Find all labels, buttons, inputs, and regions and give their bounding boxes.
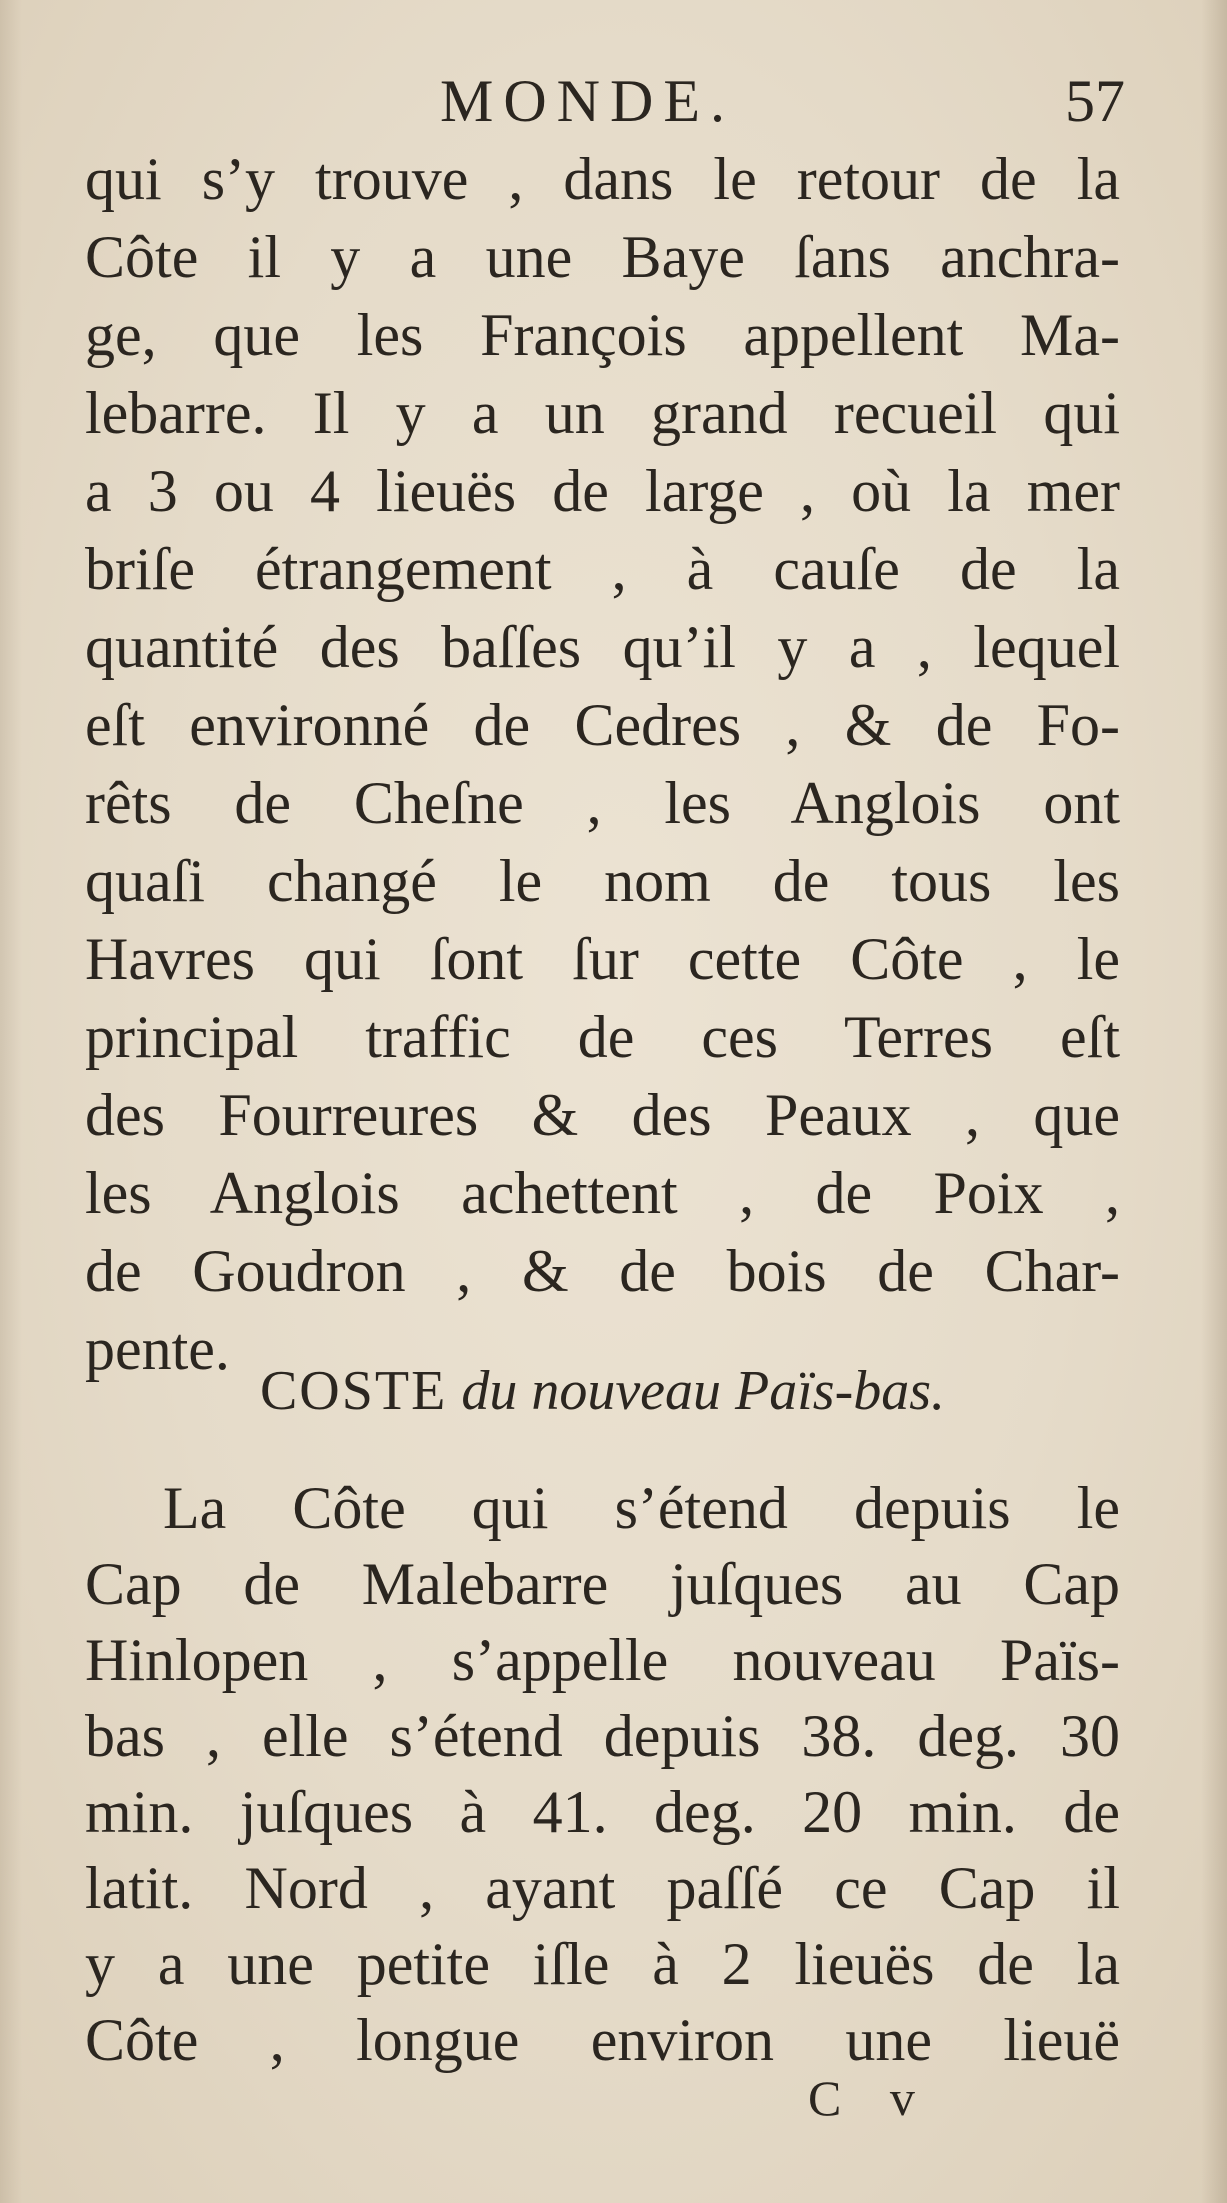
text-line: Côte il y a une Baye ſans anchra- [85, 224, 1120, 290]
text-line: de Goudron , & de bois de Char- [85, 1238, 1120, 1304]
section-heading [85, 1348, 1120, 1434]
text-line: latit. Nord , ayant paſſé ce Cap il [85, 1855, 1120, 1921]
paragraph-2 [85, 1470, 1120, 2078]
text-line: eſt environné de Cedres , & de Fo- [85, 692, 1120, 758]
page-shadow-right [1201, 0, 1227, 2203]
section-heading-caps: COSTE [259, 1360, 448, 1422]
text-line: quaſi changé le nom de tous les [85, 848, 1120, 914]
text-line: lebarre. Il y a un grand recueil qui [85, 380, 1120, 446]
text-line: Havres qui ſont ſur cette Côte , le [85, 926, 1120, 992]
text-line: min. juſques à 41. deg. 20 min. de [85, 1779, 1120, 1845]
signature-mark: C v [808, 2070, 933, 2126]
text-line: les Anglois achettent , de Poix , [85, 1160, 1120, 1226]
page-shadow-left [0, 0, 22, 2203]
text-line: Côte , longue environ une lieuë [85, 2007, 1120, 2073]
text-line: rêts de Cheſne , les Anglois ont [85, 770, 1120, 836]
text-line: Cap de Malebarre juſques au Cap [85, 1551, 1120, 1617]
running-head: MONDE. [440, 68, 735, 134]
text-line: briſe étrangement , à cauſe de la [85, 536, 1120, 602]
text-line: a 3 ou 4 lieuës de large , où la mer [85, 458, 1120, 524]
section-heading-italic: du nouveau Païs-bas. [461, 1360, 946, 1422]
text-line: La Côte qui s’étend depuis le [163, 1475, 1120, 1541]
text-line: bas , elle s’étend depuis 38. deg. 30 [85, 1703, 1120, 1769]
text-line: ge, que les François appellent Ma- [85, 302, 1120, 368]
text-line: pente. [85, 1316, 230, 1382]
text-line: qui s’y trouve , dans le retour de la [85, 146, 1120, 212]
paragraph-1 [85, 140, 1120, 1388]
text-line: quantité des baſſes qu’il y a , lequel [85, 614, 1120, 680]
text-line: des Fourreures & des Peaux , que [85, 1082, 1120, 1148]
text-line: principal traffic de ces Terres eſt [85, 1004, 1120, 1070]
text-line: Hinlopen , s’appelle nouveau Païs- [85, 1627, 1120, 1693]
page-header [85, 62, 1125, 142]
page-number: 57 [1065, 68, 1125, 134]
text-line: y a une petite iſle à 2 lieuës de la [85, 1931, 1120, 1997]
